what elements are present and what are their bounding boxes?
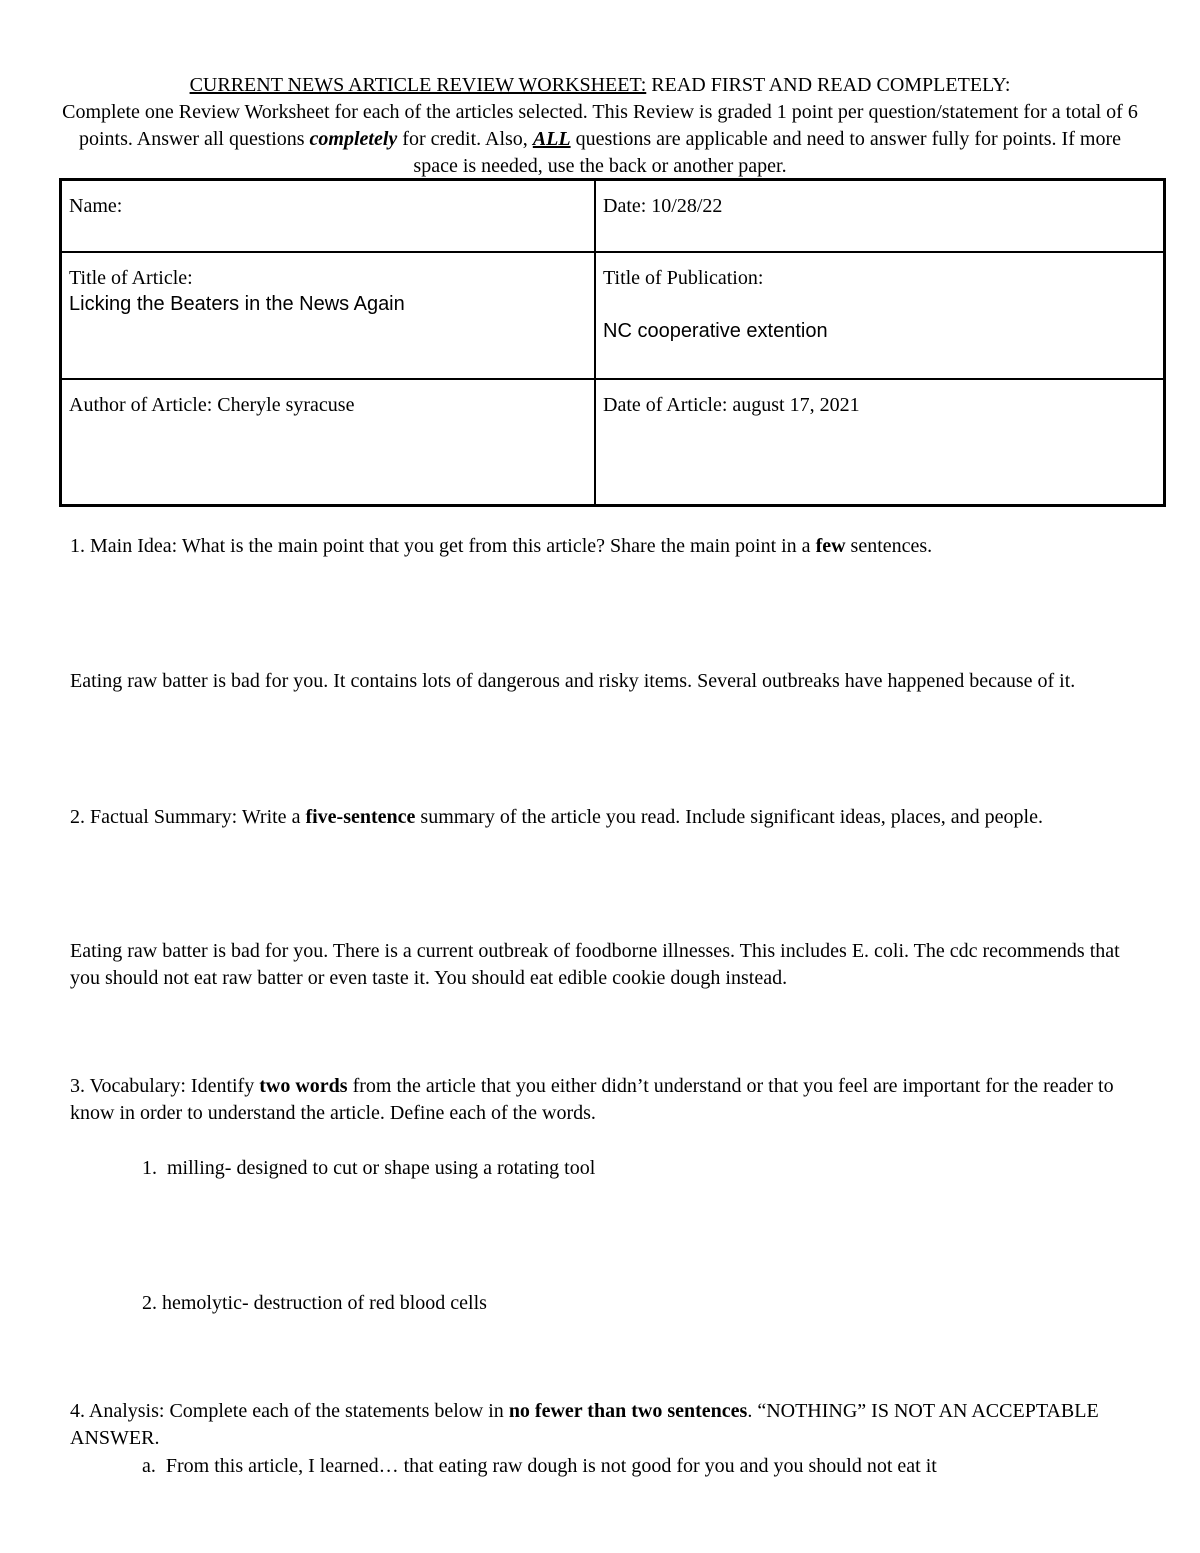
answer-2[interactable]: Eating raw batter is bad for you. There is a current outbreak of foodborne illnesses. This includes E. coli. The cdc recommends that you should not eat raw batter or even taste it. You should eat edible cookie dough instead. <box>70 940 1120 989</box>
date-cell[interactable] <box>595 180 1165 252</box>
vocab-word-2[interactable]: 2. hemolytic- destruction of red blood cells <box>142 1292 487 1314</box>
question-3: 3. Vocabulary: Identify two words from the article that you either didn’t understand or that you feel are important for the reader to know in order to understand the article. Define each of the words. <box>70 1075 1114 1124</box>
publication-cell[interactable] <box>595 252 1165 379</box>
article-info-table <box>59 178 1166 507</box>
author-cell[interactable] <box>61 379 596 506</box>
article-title-label: Title of Article: <box>69 266 193 289</box>
author-label: Author of Article: Cheryle syracuse <box>69 393 355 416</box>
worksheet-title: CURRENT NEWS ARTICLE REVIEW WORKSHEET: READ FIRST AND READ COMPLETELY: <box>189 74 1011 96</box>
analysis-item-a-letter: a. <box>142 1455 156 1477</box>
article-date-cell[interactable] <box>595 379 1165 506</box>
worksheet-instructions: Complete one Review Worksheet for each of the articles selected. This Review is graded 1 point per question/statement for a total of 6 points. Answer all questions completely for credit. Also, ALL questions are applicable and need to answer fully for points. If more space is needed, use the back or another paper. <box>62 101 1138 177</box>
emphasis-completely: completely <box>309 128 398 150</box>
article-title-value: Licking the Beaters in the News Again <box>69 292 405 315</box>
worksheet-header <box>60 72 1140 180</box>
date-label: Date: 10/28/22 <box>603 195 723 217</box>
vocab-word-1-text: milling- designed to cut or shape using a rotating tool <box>167 1157 596 1179</box>
question-4: 4. Analysis: Complete each of the statements below in no fewer than two sentences. “NOTHING” IS NOT AN ACCEPTABLE ANSWER. <box>70 1400 1099 1449</box>
publication-value: NC cooperative extention <box>603 319 828 342</box>
question-1: 1. Main Idea: What is the main point that you get from this article? Share the main point in a few sentences. <box>70 535 933 557</box>
answer-1[interactable]: Eating raw batter is bad for you. It contains lots of dangerous and risky items. Several outbreaks have happened because of it. <box>70 670 1076 692</box>
vocab-word-1-number: 1. <box>142 1157 157 1179</box>
article-title-cell[interactable] <box>61 252 596 379</box>
vocab-word-1[interactable] <box>142 1155 595 1182</box>
question-2: 2. Factual Summary: Write a five-sentence summary of the article you read. Include significant ideas, places, and people. <box>70 806 1043 828</box>
analysis-item-a-text: From this article, I learned… that eating raw dough is not good for you and you should not eat it <box>165 1455 937 1477</box>
analysis-item-a[interactable] <box>142 1453 1132 1480</box>
publication-label: Title of Publication: <box>603 266 764 289</box>
article-date-label: Date of Article: august 17, 2021 <box>603 393 860 416</box>
name-label: Name: <box>69 195 123 217</box>
name-cell[interactable] <box>61 180 596 252</box>
emphasis-all: ALL <box>532 128 571 150</box>
